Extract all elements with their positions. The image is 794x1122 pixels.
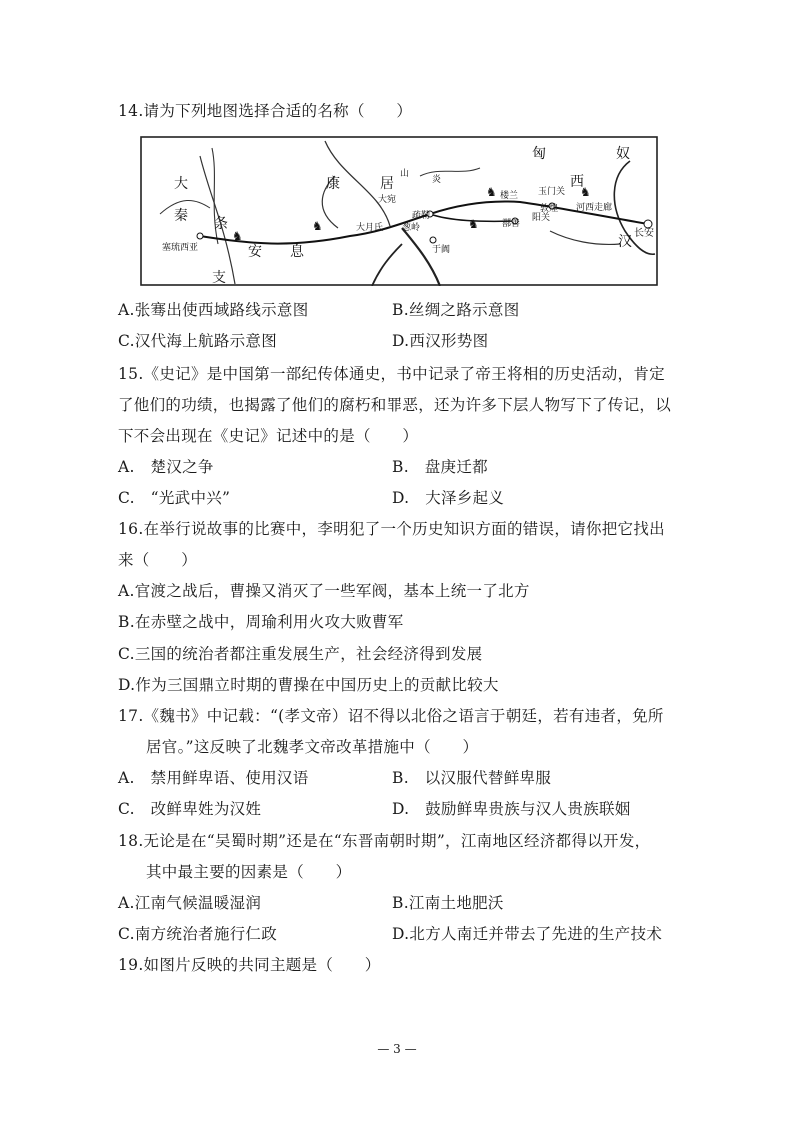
q15-stem-line-1: 15.《史记》是中国第一部纪传体通史，书中记录了帝王将相的历史活动，肯定 <box>118 365 665 383</box>
label-da: 大 <box>174 176 188 192</box>
q15-stem-line-2: 了他们的功绩，也揭露了他们的腐朽和罪恶，还为许多下层人物写下了传记，以 <box>118 396 672 414</box>
q16-option-a: A.官渡之战后，曹操又消灭了一些军阀，基本上统一了北方 <box>118 582 530 600</box>
city-seleucia <box>197 233 203 239</box>
q17-stem-line-2: 居官。”这反映了北魏孝文帝改革措施中（ ） <box>146 738 479 756</box>
q16-option-b: B.在赤壁之战中，周瑜利用火攻大败曹军 <box>118 613 404 631</box>
label-han: 汉 <box>618 234 632 250</box>
label-ju: 居 <box>380 176 394 192</box>
q15-option-c: C. “光武中兴” <box>118 489 231 507</box>
q18-option-c: C.南方统治者施行仁政 <box>118 925 278 943</box>
q17-option-b: B. 以汉服代替鲜卑服 <box>392 769 552 787</box>
label-seleucia: 塞琉西亚 <box>162 243 199 253</box>
q14-option-a: A.张骞出使西域路线示意图 <box>118 301 309 319</box>
silk-road-map <box>140 136 658 286</box>
label-dayuezhi: 大月氏 <box>356 223 384 233</box>
label-hexi: 河西走廊 <box>576 203 613 213</box>
q18-option-d: D.北方人南迁并带去了先进的生产技术 <box>392 925 663 943</box>
q18-option-a: A.江南气候温暖湿润 <box>118 894 262 912</box>
label-tiao: 条 <box>214 216 228 232</box>
q15-stem-line-3: 下不会出现在《史记》记述中的是（ ） <box>118 427 419 445</box>
label-loulan: 楼兰 <box>500 191 519 201</box>
label-xi-region: 西 <box>570 174 584 190</box>
q14-option-c: C.汉代海上航路示意图 <box>118 332 278 350</box>
camel-icon: ♞ <box>232 229 243 243</box>
map-svg <box>140 136 658 286</box>
page-number: — 3 — <box>377 1042 417 1056</box>
q18-stem-line-2: 其中最主要的因素是（ ） <box>146 863 352 881</box>
label-kang: 康 <box>326 176 340 192</box>
q16-stem-line-1: 16.在举行说故事的比赛中，李明犯了一个历史知识方面的错误，请你把它找出 <box>118 520 665 538</box>
label-shanshan: 鄯善 <box>502 219 521 229</box>
q14-option-b: B.丝绸之路示意图 <box>392 301 520 319</box>
q19-stem: 19.如图片反映的共同主题是（ ） <box>118 956 381 974</box>
label-an: 安 <box>248 244 262 260</box>
q17-option-a: A. 禁用鲜卑语、使用汉语 <box>118 769 309 787</box>
label-dunhuang: 敦煌 <box>540 204 559 214</box>
city-changan <box>644 220 652 228</box>
label-xiongnu-1: 匈 <box>532 146 546 162</box>
q16-option-c: C.三国的统治者都注重发展生产，社会经济得到发展 <box>118 645 483 663</box>
label-dawan: 大宛 <box>378 195 397 205</box>
camel-icon: ♞ <box>312 219 323 233</box>
q18-option-b: B.江南土地肥沃 <box>392 894 504 912</box>
camel-icon: ♞ <box>580 185 591 199</box>
label-changan: 长安 <box>634 228 654 239</box>
label-congling: 葱岭 <box>402 223 421 233</box>
q15-option-a: A. 楚汉之争 <box>118 458 214 476</box>
q16-option-d: D.作为三国鼎立时期的曹操在中国历史上的贡献比较大 <box>118 676 499 694</box>
label-qin: 秦 <box>174 208 188 224</box>
q14-stem: 14.请为下列地图选择合适的名称（ ） <box>118 102 413 120</box>
label-yangguan: 阳关 <box>532 213 551 223</box>
label-zhi: 支 <box>212 270 226 286</box>
q17-option-d: D. 鼓励鲜卑贵族与汉人贵族联姻 <box>392 800 631 818</box>
label-shule: 疏勒 <box>412 211 431 221</box>
q17-option-c: C. 改鲜卑姓为汉姓 <box>118 800 262 818</box>
camel-icon: ♞ <box>468 217 479 231</box>
q16-stem-line-2: 来（ ） <box>118 551 198 569</box>
q17-stem-line-1: 17.《魏书》中记载：“(孝文帝）诏不得以北俗之语言于朝廷，若有违者，免所 <box>118 707 664 725</box>
label-yutian: 于阗 <box>432 245 451 255</box>
q15-option-b: B. 盘庚迁都 <box>392 458 488 476</box>
camel-icon: ♞ <box>486 185 497 199</box>
q18-stem-line-1: 18.无论是在“吴蜀时期”还是在“东晋南朝时期”，江南地区经济都得以开发， <box>118 832 651 850</box>
label-yumenguan: 玉门关 <box>538 187 566 197</box>
label-xi-rest: 息 <box>290 244 304 260</box>
q15-option-d: D. 大泽乡起义 <box>392 489 505 507</box>
city-yutian <box>430 237 436 243</box>
label-yan: 炎 <box>432 175 442 185</box>
label-xiongnu-2: 奴 <box>616 146 630 162</box>
label-shan: 山 <box>400 169 410 179</box>
q14-option-d: D.西汉形势图 <box>392 332 489 350</box>
